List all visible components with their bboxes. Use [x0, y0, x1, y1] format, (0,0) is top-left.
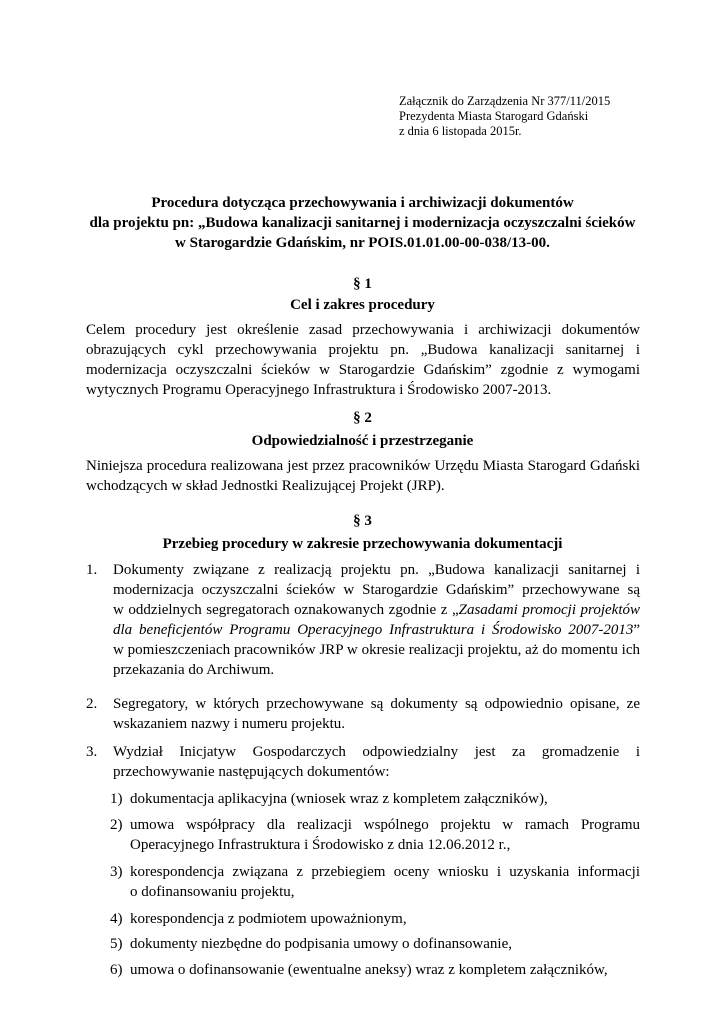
attachment-note-line: z dnia 6 listopada 2015r.: [399, 124, 522, 138]
list-item-line: Wydział Inicjatyw Gospodarczych odpowiedzialny jest za gromadzenie i: [113, 744, 640, 760]
section-title: Odpowiedzialność i przestrzeganie: [251, 433, 474, 449]
list-item-line: Dokumenty związane z realizacją projektu pn. „Budowa kanalizacji sanitarnej i: [113, 562, 640, 578]
section-title: Przebieg procedury w zakresie przechowywania dokumentacji: [162, 536, 563, 552]
attachment-note: [399, 94, 610, 139]
text-run: w oddzielnych segregatorach oznakowanych zgodnie z „: [113, 602, 459, 618]
sub-list-item-number: 4): [110, 911, 123, 927]
list-item-number: 1.: [86, 562, 98, 578]
sub-list-item-line: korespondencja związana z przebiegiem oceny wniosku i uzyskania informacji: [130, 864, 640, 880]
section-number: § 2: [353, 410, 372, 426]
section-number: § 1: [353, 276, 372, 292]
sub-list-item: [110, 960, 640, 980]
sub-list-item-number: 1): [110, 791, 123, 807]
title-line: dla projektu pn: „Budowa kanalizacji sanitarnej i modernizacja oczyszczalni ścieków: [89, 215, 636, 231]
list-item-line: Segregatory, w których przechowywane są dokumenty są odpowiednio opisane, ze: [113, 696, 640, 712]
document-title: [60, 193, 665, 253]
paragraph-line: modernizacja oczyszczalni ścieków w Starogardzie Gdańskim” zgodnie z wymogami: [86, 362, 640, 378]
paragraph-line: wchodzących w skład Jednostki Realizującej Projekt (JRP).: [86, 478, 445, 494]
list-item-line: [113, 620, 640, 640]
list-item-line: przekazania do Archiwum.: [113, 662, 275, 678]
sub-list-item-line: umowa współpracy dla realizacji wspólnego projektu w ramach Programu: [130, 817, 640, 833]
section-title: Cel i zakres procedury: [290, 297, 435, 313]
italic-text-run: dla beneficjentów Programu Operacyjnego Infrastruktura i Środowisko 2007-2013: [113, 622, 634, 638]
list-item-line: wskazaniem nazwy i numeru projektu.: [113, 716, 346, 732]
sub-list-item-number: 6): [110, 962, 123, 978]
list-item-line: przechowywanie następujących dokumentów:: [113, 764, 390, 780]
title-line: w Starogardzie Gdańskim, nr POIS.01.01.00-00-038/13-00.: [175, 235, 550, 251]
paragraph-line: obrazujących cykl przechowywania projektu pn. „Budowa kanalizacji sanitarnej i: [86, 342, 640, 358]
sub-list-item: [110, 909, 640, 929]
sub-list-item-number: 5): [110, 936, 123, 952]
list-item-line: modernizacja oczyszczalni ścieków w Starogardzie Gdańskim” przechowywane są: [113, 582, 640, 598]
list-item: [86, 560, 640, 680]
sub-list-item-line: Operacyjnego Infrastruktura i Środowisko z dnia 12.06.2012 r.,: [130, 837, 511, 853]
paragraph-line: Celem procedury jest określenie zasad przechowywania i archiwizacji dokumentów: [86, 322, 640, 338]
sub-list-item-line: dokumenty niezbędne do podpisania umowy o dofinansowanie,: [130, 936, 513, 952]
sub-list-item-line: o dofinansowaniu projektu,: [130, 884, 295, 900]
list-item-line: w pomieszczeniach pracowników JRP w okresie realizacji projektu, aż do momentu ich: [113, 642, 640, 658]
section-paragraph: [86, 456, 640, 496]
list-item-number: 2.: [86, 696, 98, 712]
sub-list-item-line: dokumentacja aplikacyjna (wniosek wraz z kompletem załączników),: [130, 791, 548, 807]
sub-list-item: [110, 815, 640, 855]
text-run: ”: [633, 622, 640, 638]
attachment-note-line: Załącznik do Zarządzenia Nr 377/11/2015: [399, 94, 611, 108]
title-line: Procedura dotycząca przechowywania i archiwizacji dokumentów: [151, 195, 574, 211]
list-item-number: 3.: [86, 744, 98, 760]
sub-list-item: [110, 862, 640, 902]
sub-list-item-line: umowa o dofinansowanie (ewentualne aneksy) wraz z kompletem załączników,: [130, 962, 608, 978]
section-number: § 3: [353, 513, 372, 529]
sub-list-item-line: korespondencja z podmiotem upoważnionym,: [130, 911, 407, 927]
section-paragraph: [86, 320, 640, 400]
sub-list-item-number: 3): [110, 864, 123, 880]
paragraph-line: Niniejsza procedura realizowana jest przez pracowników Urzędu Miasta Starogard Gdański: [86, 458, 640, 474]
list-item: [86, 742, 640, 782]
list-item-line: [113, 600, 640, 620]
list-item: [86, 694, 640, 734]
paragraph-line: wytycznych Programu Operacyjnego Infrastruktura i Środowisko 2007-2013.: [86, 382, 552, 398]
sub-list-item: [110, 789, 640, 809]
sub-list-item-number: 2): [110, 817, 123, 833]
sub-list-item: [110, 934, 640, 954]
italic-text-run: Zasadami promocji projektów: [458, 602, 640, 618]
attachment-note-line: Prezydenta Miasta Starogard Gdański: [399, 109, 589, 123]
